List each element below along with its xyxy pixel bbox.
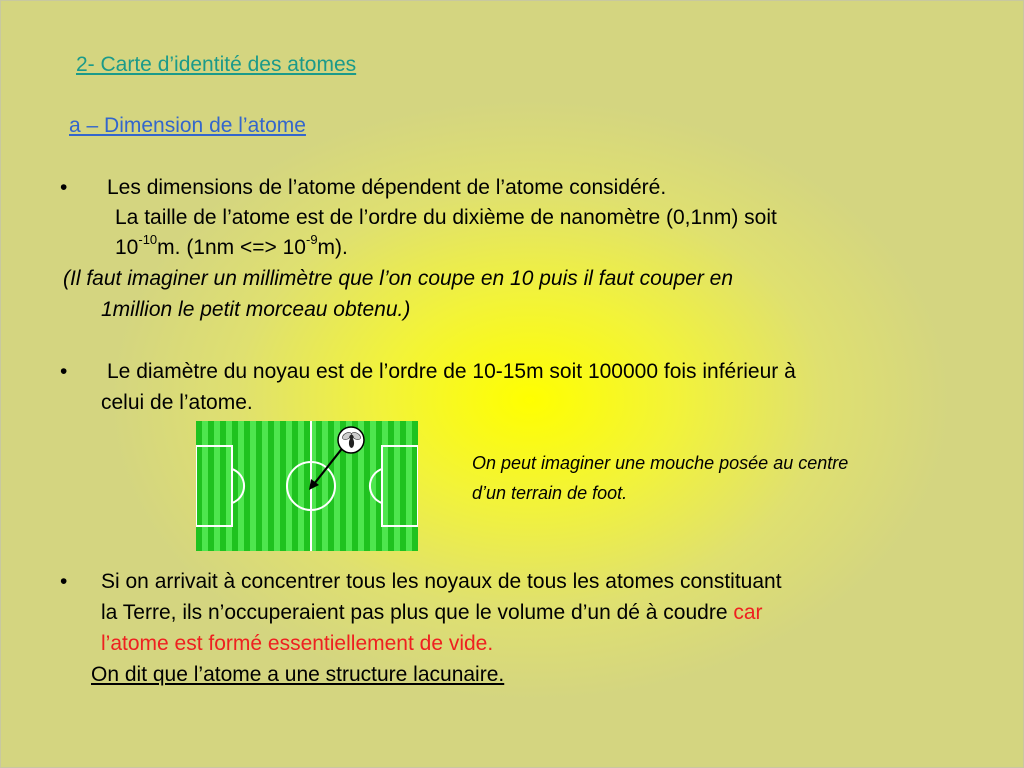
block1-line3 <box>115 232 348 260</box>
block1-note-line1: (Il faut imaginer un millimètre que l’on coupe en 10 puis il faut couper en <box>63 267 734 290</box>
block3-line1: Si on arrivait à concentrer tous les noyaux de tous les atomes constituant <box>101 570 782 593</box>
soccer-field-illustration <box>196 421 418 551</box>
block3-line3: l’atome est formé essentiellement de vide. <box>101 632 494 655</box>
line3-exponent-1: -10 <box>138 232 158 247</box>
block2-line2: celui de l’atome. <box>101 391 253 414</box>
fly-icon <box>338 427 364 453</box>
block3-line2-text: la Terre, ils n’occuperaient pas plus que le volume d’un dé à coudre <box>101 601 734 624</box>
bullet-1: • <box>60 176 68 199</box>
conclusion: On dit que l’atome a une structure lacunaire. <box>91 663 505 686</box>
block1-note-line2: 1million le petit morceau obtenu.) <box>101 298 411 321</box>
field-grass <box>196 421 418 551</box>
line3-part-c: m). <box>317 236 348 259</box>
subheading: a – Dimension de l’atome <box>69 114 306 137</box>
block2-line1: Le diamètre du noyau est de l’ordre de 10-15m soit 100000 fois inférieur à <box>107 360 796 383</box>
caption-line2: d’un terrain de foot. <box>472 483 628 503</box>
block1-line2: La taille de l’atome est de l’ordre du dixième de nanomètre (0,1nm) soit <box>115 206 777 229</box>
block3-emphasis-car: car <box>733 601 763 624</box>
line3-part-b: m. (1nm <=> 10 <box>157 236 306 259</box>
line3-exponent-2: -9 <box>305 232 318 247</box>
caption-line1: On peut imaginer une mouche posée au centre <box>472 453 849 473</box>
bullet-3: • <box>60 570 68 593</box>
block1-line1: Les dimensions de l’atome dépendent de l’atome considéré. <box>107 176 667 199</box>
line3-part-a: 10 <box>115 236 139 259</box>
block3-line2 <box>101 601 763 625</box>
section-heading: 2- Carte d’identité des atomes <box>76 53 357 76</box>
bullet-2: • <box>60 360 68 383</box>
